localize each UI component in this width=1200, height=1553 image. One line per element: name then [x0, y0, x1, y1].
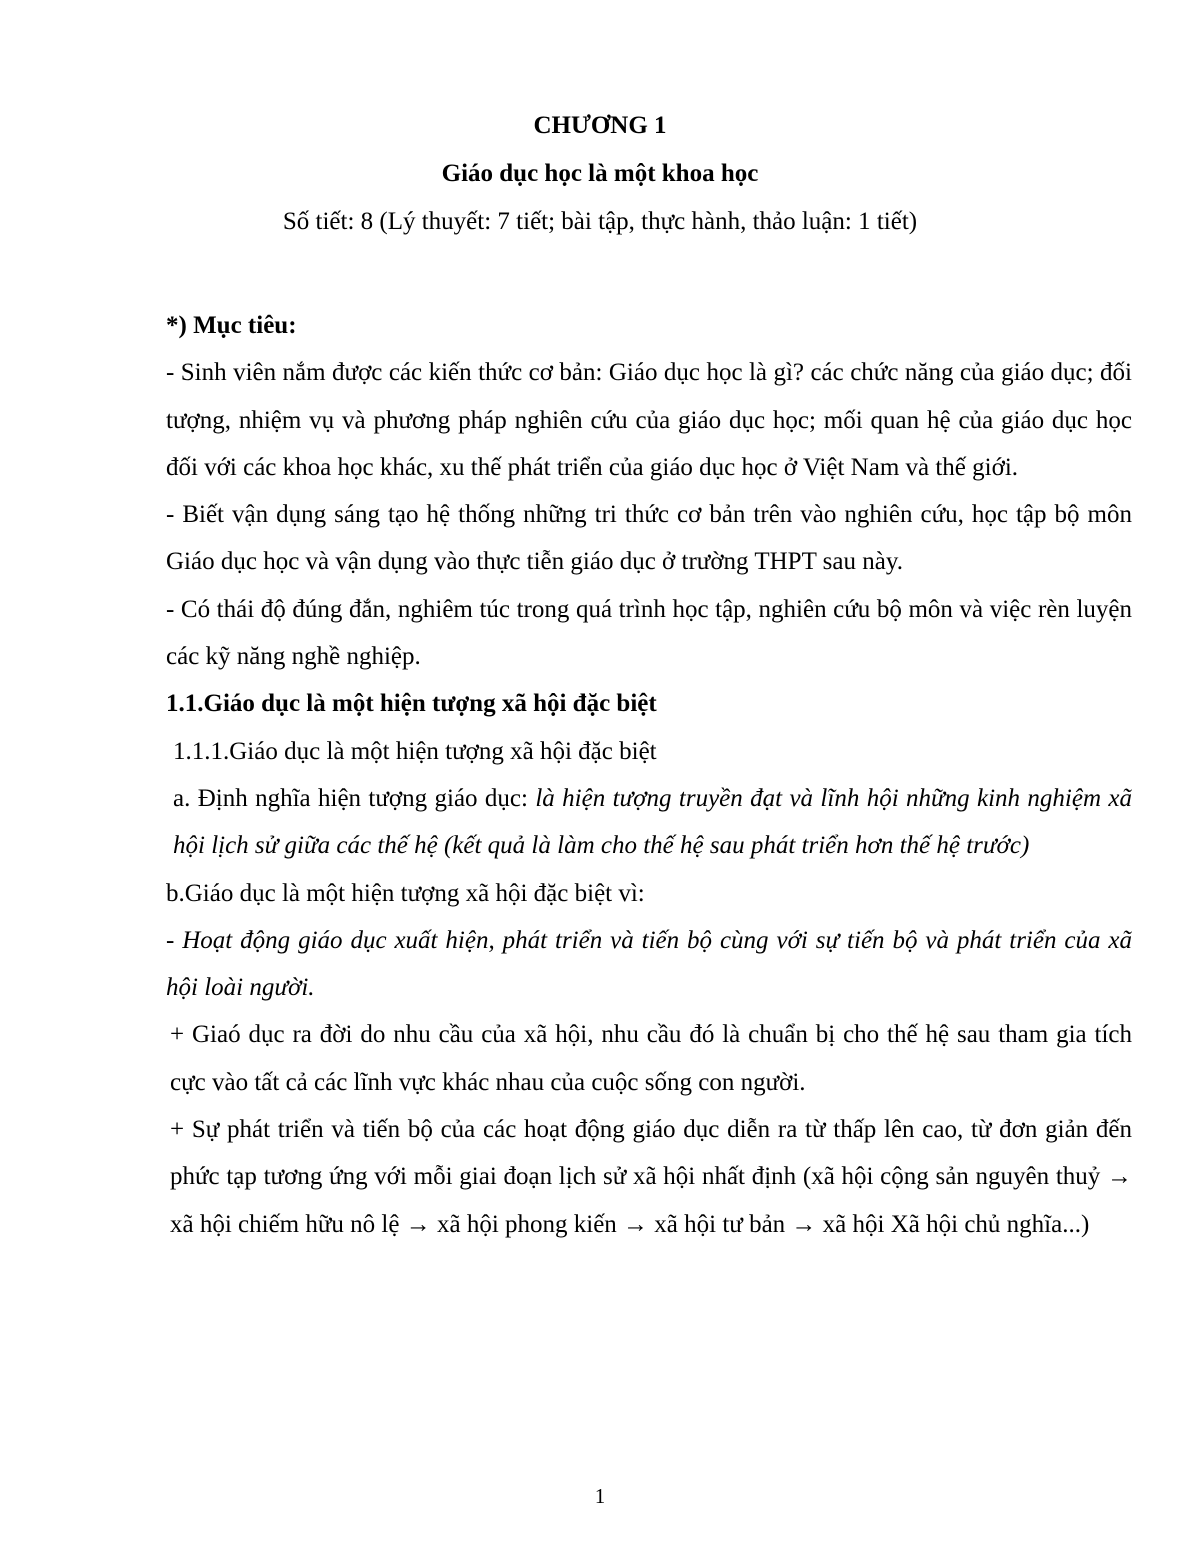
- reason-dash: -: [166, 926, 183, 954]
- definition-paragraph: [166, 775, 1132, 870]
- objectives-heading: *) Mục tiêu:: [166, 312, 297, 339]
- plus-item-2: + Sự phát triển và tiến bộ của các hoạt động giáo dục diễn ra từ thấp lên cao, từ đơn giản đến phức tạp tương ứng với mỗi giai đoạn lịch sử xã hội nhất định (xã hội cộng sản nguyên thuỷ → xã hội chiếm hữu nô lệ → xã hội phong kiến → xã hội tư bản → xã hội Xã hội chủ nghĩa...): [170, 1116, 1132, 1238]
- definition-label: a. Định nghĩa hiện tượng giáo dục:: [173, 784, 536, 812]
- plus-item-1: + Giaó dục ra đời do nhu cầu của xã hội, nhu cầu đó là chuẩn bị cho thế hệ sau tham gia tích cực vào tất cả các lĩnh vực khác nhau của cuộc sống con người.: [170, 1021, 1132, 1096]
- page-number: 1: [594, 1484, 606, 1508]
- definition-text: là hiện tượng truyền đạt và lĩnh hội những kinh nghiệm xã hội lịch sử giữa các thế hệ (kết quả là làm cho thế hệ sau phát triển hơn thế hệ trước): [173, 784, 1133, 860]
- reason-heading: b.Giáo dục là một hiện tượng xã hội đặc biệt vì:: [166, 879, 645, 907]
- reason-italic-text: Hoạt động giáo dục xuất hiện, phát triển và tiến bộ cùng với sự tiến bộ và phát triển của xã hội loài người.: [166, 926, 1133, 1002]
- chapter-periods: Số tiết: 8 (Lý thuyết: 7 tiết; bài tập, thực hành, thảo luận: 1 tiết): [282, 208, 918, 235]
- document-body: [166, 302, 1132, 1248]
- objective-item-2: - Biết vận dụng sáng tạo hệ thống những tri thức cơ bản trên vào nghiên cứu, học tập bộ môn Giáo dục học và vận dụng vào thực tiễn giáo dục ở trường THPT sau này.: [166, 501, 1132, 576]
- objective-item-3: - Có thái độ đúng đắn, nghiêm túc trong quá trình học tập, nghiên cứu bộ môn và việc rèn luyện các kỹ năng nghề nghiệp.: [166, 595, 1132, 671]
- reason-paragraph: [166, 917, 1132, 1012]
- section-heading: 1.1.Giáo dục là một hiện tượng xã hội đặc biệt: [166, 690, 657, 718]
- subsection-heading: 1.1.1.Giáo dục là một hiện tượng xã hội đặc biệt: [173, 737, 657, 765]
- chapter-heading: CHƯƠNG 1: [533, 112, 667, 139]
- objective-item-1: - Sinh viên nắm được các kiến thức cơ bản: Giáo dục học là gì? các chức năng của giáo dục; đối tượng, nhiệm vụ và phương pháp nghiên cứu của giáo dục học; mối quan hệ của giáo dục học đối với các khoa học khác, xu thế phát triển của giáo dục học ở Việt Nam và thế giới.: [166, 359, 1132, 481]
- chapter-title: Giáo dục học là một khoa học: [441, 160, 759, 187]
